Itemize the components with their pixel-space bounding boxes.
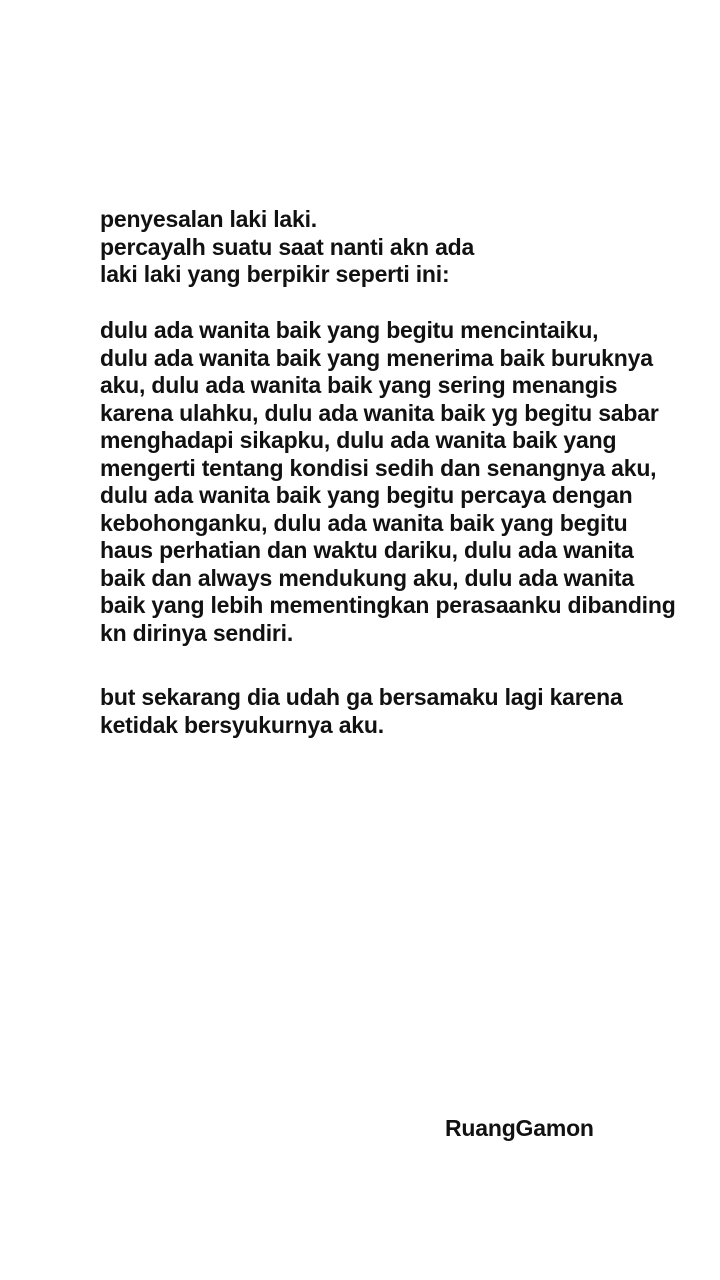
body-line: baik dan always mendukung aku, dulu ada wanita: [100, 564, 634, 591]
body-line: karena ulahku, dulu ada wanita baik yg begitu sabar: [100, 399, 659, 426]
closing-paragraph: [100, 684, 700, 739]
body-line: haus perhatian dan waktu dariku, dulu ada wanita: [100, 537, 634, 563]
body-paragraph: [100, 317, 700, 647]
closing-line: but sekarang dia udah ga bersamaku lagi karena: [100, 684, 623, 710]
header-line: penyesalan laki laki.: [100, 206, 317, 232]
body-line: kn dirinya sendiri.: [100, 619, 294, 646]
body-line: aku, dulu ada wanita baik yang sering menangis: [100, 372, 618, 398]
header-paragraph: [100, 206, 700, 289]
body-line: kebohonganku, dulu ada wanita baik yang begitu: [100, 509, 628, 536]
header-line: laki laki yang berpikir seperti ini:: [100, 261, 450, 287]
body-line: baik yang lebih mementingkan perasaanku dibanding: [100, 592, 676, 618]
body-line: menghadapi sikapku, dulu ada wanita baik yang: [100, 427, 617, 453]
body-line: dulu ada wanita baik yang begitu percaya dengan: [100, 482, 633, 508]
closing-line: ketidak bersyukurnya aku.: [100, 711, 384, 738]
body-line: dulu ada wanita baik yang begitu mencintaiku,: [100, 317, 599, 343]
signature: RuangGamon: [445, 1115, 594, 1141]
body-line: mengerti tentang kondisi sedih dan senangnya aku,: [100, 454, 657, 481]
body-line: dulu ada wanita baik yang menerima baik buruknya: [100, 344, 653, 371]
header-line: percayalh suatu saat nanti akn ada: [100, 233, 475, 260]
